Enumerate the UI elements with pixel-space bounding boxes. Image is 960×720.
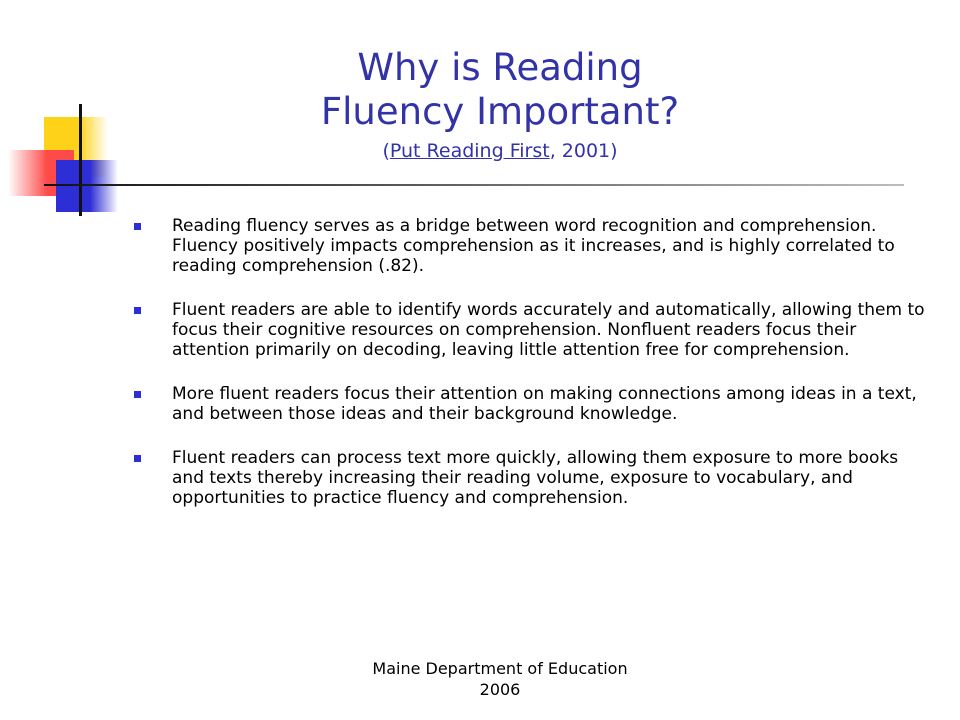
bullet-item (132, 216, 932, 276)
slide-footer (360, 658, 640, 700)
title-citation (250, 136, 750, 166)
decorative-blue-square (56, 160, 118, 212)
square-bullet-icon (134, 391, 141, 398)
square-bullet-icon (134, 307, 141, 314)
citation-year: , 2001) (549, 140, 618, 162)
bullet-item (132, 384, 932, 424)
footer-organization: Maine Department of Education (372, 659, 628, 678)
bullet-text: More fluent readers focus their attention on making connections among ideas in a text, and between those ideas and their background knowledge. (172, 384, 917, 424)
slide-title (250, 46, 750, 166)
square-bullet-icon (134, 455, 141, 462)
title-line-2: Fluency Important? (320, 90, 680, 133)
title-divider-line (44, 184, 904, 186)
decorative-vertical-line (79, 104, 82, 216)
bullet-text: Fluent readers can process text more quickly, allowing them exposure to more books and texts thereby increasing their reading volume, exposure to vocabulary, and opportunities to practice fluency and comprehension. (172, 448, 899, 508)
title-line-1: Why is Reading (357, 46, 643, 89)
footer-year: 2006 (479, 680, 521, 699)
bullet-text: Reading fluency serves as a bridge between word recognition and comprehension. Fluency positively impacts comprehension as it increases, and is highly correlated to reading comprehension (.82). (172, 216, 895, 276)
square-bullet-icon (134, 223, 141, 230)
citation-open-paren: ( (382, 140, 390, 162)
bullet-item (132, 300, 932, 360)
citation-link[interactable]: Put Reading First (389, 140, 550, 162)
bullet-list (132, 216, 932, 532)
bullet-item (132, 448, 932, 508)
bullet-text: Fluent readers are able to identify words accurately and automatically, allowing them to focus their cognitive resources on comprehension. Nonfluent readers focus their attention primarily on decoding, leaving little attention free for comprehension. (172, 300, 925, 360)
